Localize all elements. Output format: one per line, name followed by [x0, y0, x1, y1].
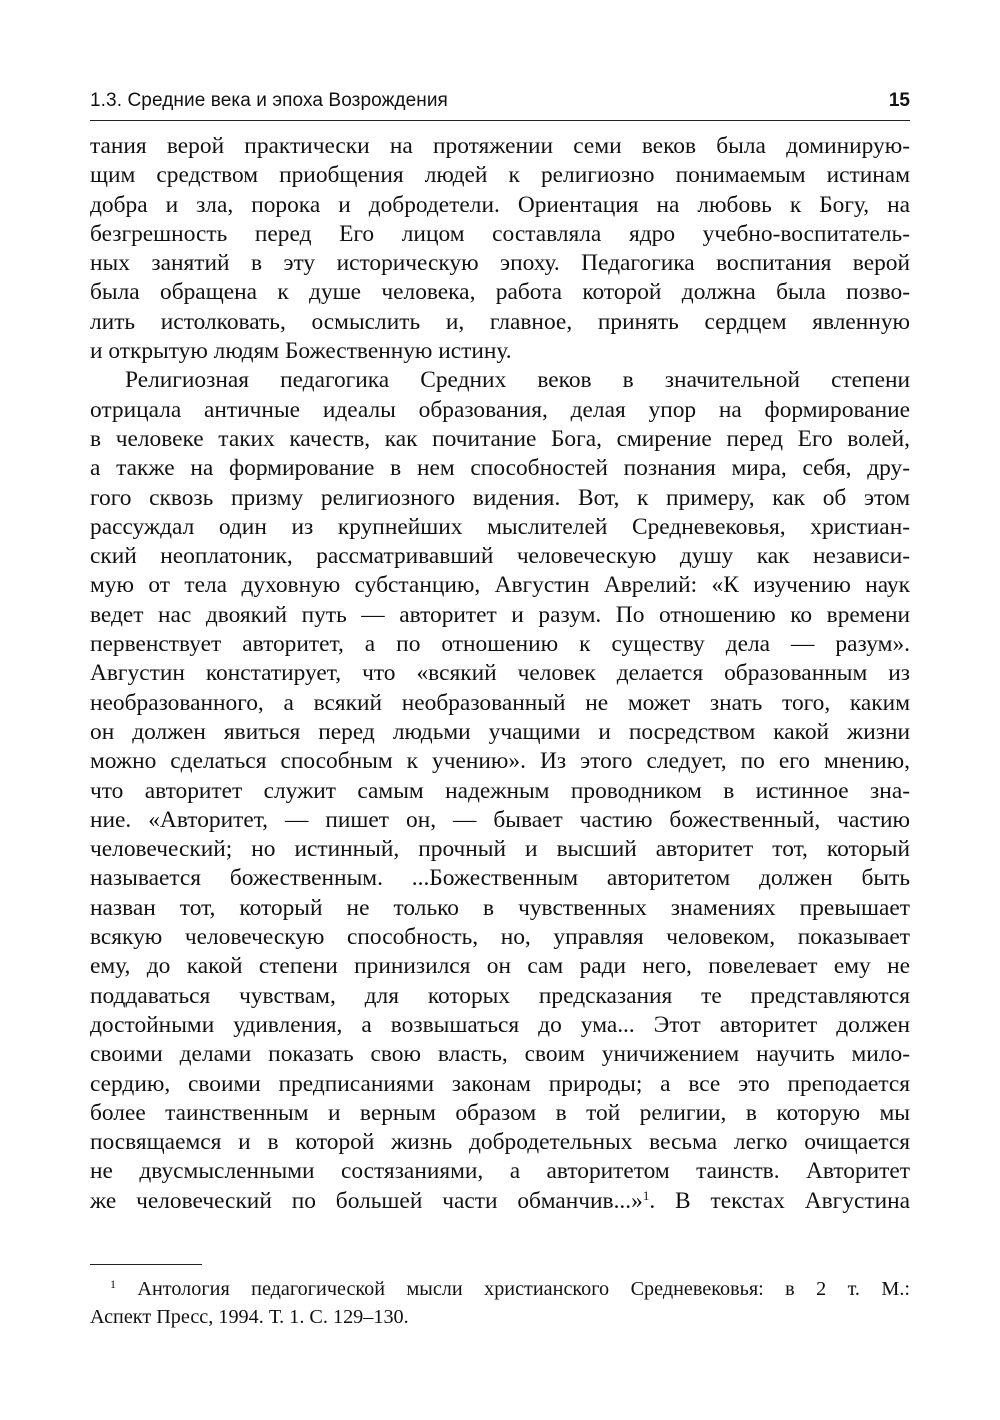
text-line: в человеке таких качеств, как почитание Бога, смирение перед Его волей,	[90, 425, 910, 452]
text-line: называется божественным. ...Божественным авторитетом должен быть	[90, 865, 910, 892]
footnote-text: Антология педагогической мысли христианского Средневековья: в 2 т. М.:	[137, 1278, 910, 1300]
footnote-line: Аспект Пресс, 1994. Т. 1. С. 129–130.	[90, 1306, 409, 1328]
text-line: что авторитет служит самым надежным проводником в истинное зна-	[90, 777, 910, 804]
text-line: можно сделаться способным к учению». Из этого следует, по его мнению,	[90, 748, 910, 775]
text-line: не двусмысленными состязаниями, а авторитетом таинств. Авторитет	[90, 1158, 910, 1185]
text-line: рассуждал один из крупнейших мыслителей Средневековья, христиан-	[90, 513, 910, 540]
text-line: необразованного, а всякий необразованный не может знать того, каким	[90, 689, 910, 716]
footnote-rule	[90, 1264, 202, 1265]
text-fragment: же человеческий по большей части обманчив...»	[90, 1187, 643, 1214]
text-line: более таинственным и верным образом в той религии, в которую мы	[90, 1099, 910, 1126]
text-line: своими делами показать свою власть, своим уничижением научить мило-	[90, 1041, 910, 1068]
text-line: мую от тела духовную субстанцию, Августин Аврелий: «К изучению наук	[90, 572, 910, 599]
text-line: достойными удивления, а возвышаться до ума... Этот авторитет должен	[90, 1011, 910, 1038]
main-text	[90, 132, 910, 1216]
header-rule	[90, 120, 910, 121]
text-line-with-note	[90, 1187, 910, 1216]
section-title: 1.3. Средние века и эпоха Возрождения	[90, 90, 448, 111]
footnote	[90, 1275, 910, 1331]
text-line: отрицала античные идеалы образования, делая упор на формирование	[90, 396, 910, 423]
text-line: и открытую людям Божественную истину.	[90, 338, 512, 365]
text-line: ведет нас двоякий путь — авторитет и разум. По отношению ко времени	[90, 601, 910, 628]
text-fragment: . В текстах Августина	[649, 1187, 910, 1214]
text-line: а также на формирование в нем способностей познания мира, себя, дру-	[90, 455, 910, 482]
text-line: ных занятий в эту историческую эпоху. Педагогика воспитания верой	[90, 250, 910, 277]
footnote-marker: 1	[110, 1277, 116, 1291]
text-line: поддаваться чувствам, для которых предсказания те представляются	[90, 982, 910, 1009]
text-line: назван тот, который не только в чувственных знамениях превышает	[90, 894, 910, 921]
page-number: 15	[888, 90, 910, 111]
text-line: всякую человеческую способность, но, управляя человеком, показывает	[90, 924, 910, 951]
text-line: посвящаемся и в которой жизнь добродетельных весьма легко очищается	[90, 1129, 910, 1156]
running-head	[90, 88, 910, 118]
text-line: тания верой практически на протяжении семи веков была доминирую-	[90, 133, 910, 159]
text-line: Августин констатирует, что «всякий человек делается образованным из	[90, 660, 910, 687]
text-line: первенствует авторитет, а по отношению к существу дела — разум».	[90, 631, 910, 658]
text-line: ему, до какой степени принизился он сам ради него, повелевает ему не	[90, 953, 910, 980]
text-line: сердию, своими предписаниями законам природы; а все это преподается	[90, 1070, 910, 1097]
footnote-line	[90, 1275, 910, 1303]
footnote-reference[interactable]: 1	[642, 1187, 650, 1203]
text-line: он должен явиться перед людьми учащими и посредством какой жизни	[90, 718, 910, 745]
text-line: ский неоплатоник, рассматривавший человеческую душу как независи-	[90, 543, 910, 570]
text-line: гого сквозь призму религиозного видения. Вот, к примеру, как об этом	[90, 484, 910, 511]
text-line: безгрешность перед Его лицом составляла ядро учебно-воспитатель-	[90, 220, 910, 247]
text-line: щим средством приобщения людей к религиозно понимаемым истинам	[90, 162, 910, 189]
text-line: была обращена к душе человека, работа которой должна была позво-	[90, 279, 910, 306]
text-line: добра и зла, порока и добродетели. Ориентация на любовь к Богу, на	[90, 191, 910, 218]
text-line: ние. «Авторитет, — пишет он, — бывает частию божественный, частию	[90, 806, 910, 833]
text-line: человеческий; но истинный, прочный и высший авторитет тот, который	[90, 836, 910, 863]
text-line: лить истолковать, осмыслить и, главное, принять сердцем явленную	[90, 308, 910, 335]
text-line: Религиозная педагогика Средних веков в значительной степени	[125, 367, 910, 394]
